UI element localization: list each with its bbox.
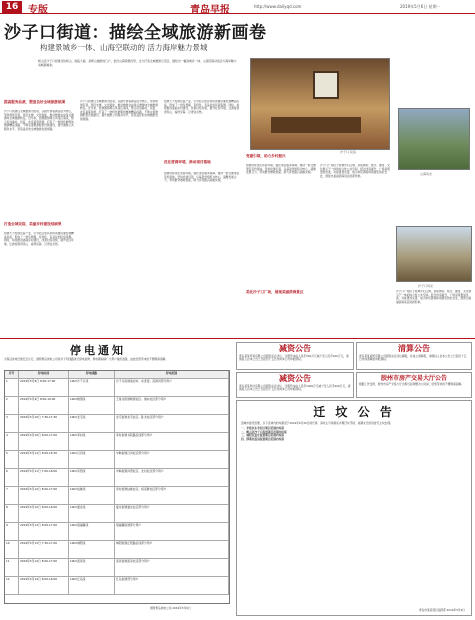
table-cell: 沙子口街道南北岭、东麦窑、流清河部分用户 xyxy=(115,379,229,396)
outage-intro: 为保证供电设施安全运行，国网青岛供电公司将对下列线路进行停电检修，停电期间请广大用户做好准备，由此给您带来的不便敬请谅解。 xyxy=(4,357,168,361)
table-cell: 城阳街道正阳路沿线部分用户 xyxy=(115,541,229,558)
table-cell: 中韩街道汉河社区部分用户 xyxy=(115,451,229,468)
relocation-columns xyxy=(241,445,467,595)
body-column-5: 街道大力发展民宿产业，引导社区居民利用闲置房屋发展精品民宿，形成了一批有规模、有特色、有品位的民宿集群。同时，持续推进美丽乡村建设，改善村容村貌，提升社区环境，让游客望得见山、看得见海、记得住乡愁。 xyxy=(164,100,240,114)
table-row xyxy=(5,541,229,559)
table-cell: 1 xyxy=(5,379,19,396)
table-cell: 李村街道枯桃社区、杨家群社区部分用户 xyxy=(115,487,229,504)
photo-table xyxy=(271,117,361,133)
table-cell: 4 xyxy=(5,433,19,450)
table-row xyxy=(5,415,229,433)
body-column-4: 街道持续优化营商环境，强化项目服务保障，推动一批文旅项目签约落地。坚持党建引领，以基层党组织为核心，凝聚发展合力，带动群众增收致富，助力乡村振兴战略实施。 xyxy=(164,172,240,182)
table-cell: 10kV枯桃线 xyxy=(69,487,115,504)
outage-title: 停电通知 xyxy=(70,344,126,357)
outage-table xyxy=(4,370,230,604)
table-cell: 10kV河西线 xyxy=(69,469,115,486)
table-cell: 2019年5月11日 7:00-18:00 xyxy=(19,469,69,486)
photo-window xyxy=(313,71,339,99)
feature-title: 沙子口街道：描绘全域旅游新画卷 xyxy=(4,23,267,43)
table-header-cell: 停电范围 xyxy=(115,371,229,378)
table-cell: 10kV惜福镇线 xyxy=(69,523,115,540)
table-row xyxy=(5,487,229,505)
table-cell: 11 xyxy=(5,559,19,576)
table-cell: 10kV北宅线 xyxy=(69,415,115,432)
sub-heading-3: 优化营商环境，推动项目落地 xyxy=(164,160,211,164)
table-cell: 10kV城阳线 xyxy=(69,541,115,558)
table-cell: 北宅街道北宅社区、卧龙社区部分用户 xyxy=(115,415,229,432)
table-cell: 10kV夏庄线 xyxy=(69,505,115,522)
table-cell: 10kV李村线 xyxy=(69,433,115,450)
outage-rows xyxy=(5,371,229,595)
table-cell: 流亭街道流亭社区部分用户 xyxy=(115,559,229,576)
table-cell: 中韩街道河西社区、北村社区部分用户 xyxy=(115,469,229,486)
photo-village xyxy=(396,226,472,282)
feature-subtitle: 构建景城乡一体、山海空联动的 活力海岸魅力景城 xyxy=(40,43,208,52)
table-cell: 2 xyxy=(5,397,19,414)
body-column-1: 沙子口街道以全域旅游为统领，以提升游客满意度为核心，坚持规划引领、项目支撑、文化赋能，推动旅游业由景点旅游向全域旅游转变。近年来，街道围绕崂山风景区南线，整合沿线渔村、民宿、农家宴等资源，打造了一批特色鲜明的旅游精品线路，不断完善旅游配套设施建设，提升旅游公共服务水平，营造良好的全域旅游发展氛围。 xyxy=(4,110,74,131)
sub-heading-1: 提高服务品质，塑造良好全域旅游氛围 xyxy=(4,100,66,104)
relocation-box xyxy=(236,400,472,616)
relocation-item: 三、城阳区夏庄街道项目范围内坟墓 xyxy=(241,433,284,438)
table-cell: 2019年5月12日 8:00-17:00 xyxy=(19,487,69,504)
cancel-box-1 xyxy=(236,342,354,370)
body-column-8: 沙子口广场位于街道中心区域，是集休闲、娱乐、健身、文化展示于一体的综合性公共空间。经过改造提升，广场景观更加优美，功能更加完善，成为市民游客休闲游览的好去处，展现出美丽滨海景区的新形象。 xyxy=(396,290,472,304)
issue-date: 2019年5月6日 星期一 xyxy=(400,4,441,9)
website-url: http://www.dailyqd.com xyxy=(254,4,302,9)
table-cell: 12 xyxy=(5,577,19,594)
table-header-row xyxy=(5,371,229,379)
body-column-7: 沙子口广场位于街道中心区域，是集休闲、娱乐、健身、文化展示于一体的综合性公共空间。经过改造提升，广场景观更加优美，功能更加完善，成为市民游客休闲游览的好去处，展现出美丽滨海景区的新形象。 xyxy=(320,164,390,178)
outage-footer: 国网青岛供电公司 2019年5月6日 xyxy=(150,606,191,610)
liquidation-box xyxy=(356,342,472,370)
section-name: 专版 xyxy=(28,5,48,16)
table-cell: 2019年5月14日 8:00-16:00 xyxy=(19,577,69,594)
relocation-item: 一、李沧区东李社区项目范围内坟墓 xyxy=(241,426,284,431)
body-column-6: 街道持续优化营商环境，强化项目服务保障，推动一批文旅项目签约落地。坚持党建引领，以基层党组织为核心，凝聚发展合力，带动群众增收致富，助力乡村振兴战略实施。 xyxy=(246,164,316,174)
table-cell: 夏庄街道夏庄社区部分用户 xyxy=(115,505,229,522)
relocation-footer: 青岛市某某项目指挥部 2019年5月6日 xyxy=(418,607,465,612)
table-cell: 8 xyxy=(5,505,19,522)
table-cell: 2019年5月9日 8:00-16:00 xyxy=(19,397,69,414)
table-row xyxy=(5,559,229,577)
liquidation-title: 清算公告 xyxy=(398,344,430,353)
table-cell: 5 xyxy=(5,451,19,468)
table-cell: 2019年5月9日 8:00-17:00 xyxy=(19,379,69,396)
table-cell: 李村街道书院路沿线部分用户 xyxy=(115,433,229,450)
table-row xyxy=(5,523,229,541)
table-row xyxy=(5,433,229,451)
divider xyxy=(0,338,475,339)
relocation-list xyxy=(237,427,471,441)
sub-heading-4: 党建引领，助力乡村振兴 xyxy=(246,154,286,158)
table-cell: 2019年5月13日 7:30-17:00 xyxy=(19,541,69,558)
table-cell: 10kV流亭线 xyxy=(69,559,115,576)
table-header-cell: 序号 xyxy=(5,371,19,378)
relocation-title: 迁 坟 公 告 xyxy=(313,405,395,419)
table-cell: 2019年5月13日 8:00-17:00 xyxy=(19,523,69,540)
table-header-cell: 停电线路 xyxy=(69,371,115,378)
table-row xyxy=(5,451,229,469)
cancel-box-2 xyxy=(236,372,354,398)
table-cell: 10kV汉河线 xyxy=(69,451,115,468)
cancel-text-1: 青岛某某贸易有限公司经股东会决议，注册资本由人民币500万元减少至人民币100万元，请债权人自本公告之日起四十五日内向本公司申报债权。 xyxy=(239,354,349,362)
photo-interior xyxy=(250,58,390,150)
cancel-text-2: 青岛某某科技有限公司经股东会决议，注册资本由人民币1000万元减少至人民币200万元，请债权人自本公告之日起四十五日内向本公司申报债权。 xyxy=(239,384,351,392)
table-cell: 惜福镇街道部分用户 xyxy=(115,523,229,540)
table-cell: 2019年5月10日 7:30-17:30 xyxy=(19,415,69,432)
table-row xyxy=(5,397,229,415)
table-row xyxy=(5,577,229,595)
relocation-item: 四、即墨区温泉街道项目范围内坟墓 xyxy=(241,436,284,441)
page-header xyxy=(0,0,475,14)
table-cell: 3 xyxy=(5,415,19,432)
photo-caption-1: 沙子口·民宿 xyxy=(340,150,356,154)
market-text: 根据工作安排，胶州市房产交易大厅自即日起调整办公时间，给您带来的不便敬请谅解。 xyxy=(359,382,464,386)
liquidation-text: 青岛某某商贸有限公司经股东会决议解散，并成立清算组，请债权人自本公告之日起四十五日内向清算组申报债权。 xyxy=(359,354,467,362)
body-column-2: 街道大力发展民宿产业，引导社区居民利用闲置房屋发展精品民宿，形成了一批有规模、有特色、有品位的民宿集群。同时，持续推进美丽乡村建设，改善村容村貌，提升社区环境，让游客望得见山、看得见海、记得住乡愁。 xyxy=(4,232,74,246)
table-cell: 10kV晓望线 xyxy=(69,397,115,414)
table-cell: 10 xyxy=(5,541,19,558)
table-row xyxy=(5,505,229,523)
cancel-title-1: 减资公告 xyxy=(279,344,311,353)
cancel-title-2: 减资公告 xyxy=(279,374,311,383)
table-cell: 10kV红岛线 xyxy=(69,577,115,594)
table-row xyxy=(5,379,229,397)
photo-landscape xyxy=(398,108,470,170)
body-column-3: 沙子口街道以全域旅游为统领，以提升游客满意度为核心，坚持规划引领、项目支撑、文化赋能，推动旅游业由景点旅游向全域旅游转变。近年来，街道围绕崂山风景区南线，整合沿线渔村、民宿、农家宴等资源，打造了一批特色鲜明的旅游精品线路，不断完善旅游配套设施建设，提升旅游公共服务水平，营造良好的全域旅游发展氛围。 xyxy=(80,100,158,121)
table-cell: 红岛街道部分用户 xyxy=(115,577,229,594)
table-cell: 7 xyxy=(5,487,19,504)
table-cell: 2019年5月11日 8:00-16:30 xyxy=(19,451,69,468)
table-header-cell: 停电时间 xyxy=(19,371,69,378)
table-cell: 王哥庄街道晓望社区、港东社区部分用户 xyxy=(115,397,229,414)
sub-heading-5: 美化沙子口广场，展现美丽滨海景区 xyxy=(246,290,304,294)
page-number: 16 xyxy=(2,1,22,13)
market-title: 胶州市房产交易大厅公告 xyxy=(380,375,447,382)
table-cell: 2019年5月12日 8:00-16:00 xyxy=(19,505,69,522)
photo-caption-3: 沙子口风光 xyxy=(418,284,434,288)
table-cell: 2019年5月10日 8:00-17:00 xyxy=(19,433,69,450)
table-cell: 10kV沙子口线 xyxy=(69,379,115,396)
relocation-intro: 因城市建设需要，以下区域内的坟墓需于2019年6月30日前迁移，请坟主尽快联系办理迁坟手续，逾期未迁的将按无主坟处理。 xyxy=(241,421,393,425)
relocation-item: 二、崂山区沙子口街道项目范围内坟墓 xyxy=(241,429,287,434)
table-cell: 6 xyxy=(5,469,19,486)
feature-intro: 崂山区沙子口街道北依崂山，南临大海，是崂山旅游的门户，依托山海资源优势，全力打造全域旅游示范区，描绘出一幅景城乡一体、山海空联动的活力海岸魅力景城新画卷。 xyxy=(38,59,237,67)
photo-caption-2: 山海风光 xyxy=(420,172,433,176)
market-box xyxy=(356,372,472,398)
sub-heading-2: 打造全域民宿，美丽乡村建设结硕果 xyxy=(4,222,62,226)
table-cell: 9 xyxy=(5,523,19,540)
table-cell: 2019年5月14日 8:00-17:00 xyxy=(19,559,69,576)
table-row xyxy=(5,469,229,487)
masthead-logo: 青岛早报 xyxy=(190,5,230,16)
